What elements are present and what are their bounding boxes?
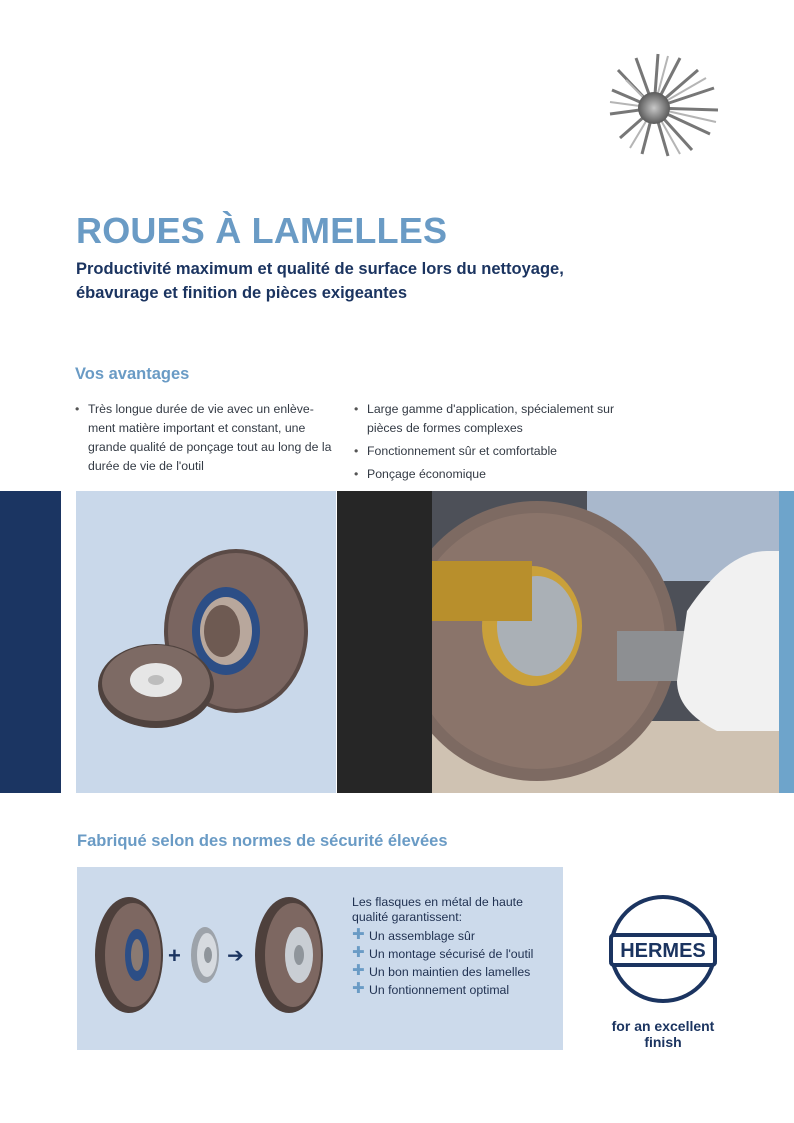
assembly-illustration	[93, 893, 343, 1023]
application-photo	[337, 491, 779, 793]
arrow-right-icon: ➔	[227, 943, 244, 967]
safety-item: ✚ Un assemblage sûr	[352, 926, 475, 943]
hermes-logo	[608, 894, 718, 1004]
decorative-band-left	[0, 491, 61, 793]
safety-item: ✚ Un fontionnement optimal	[352, 980, 510, 997]
advantage-item: • Ponçage économique	[354, 465, 624, 484]
brand-tagline: for an excellent finish	[611, 1018, 715, 1050]
product-photo	[76, 491, 336, 793]
safety-item: ✚ Un montage sécurisé de l'outil	[352, 944, 534, 961]
flap-wheel-top-image	[606, 50, 726, 160]
plus-icon: ✚	[352, 926, 365, 943]
page-title: ROUES À LAMELLES	[76, 210, 448, 251]
safety-heading: Fabriqué selon des normes de sécurité élevées	[77, 832, 448, 850]
plus-icon: +	[168, 943, 181, 968]
advantages-heading: Vos avantages	[75, 365, 190, 383]
plus-icon: ✚	[352, 944, 365, 961]
plus-icon: ✚	[352, 962, 365, 979]
safety-list	[352, 926, 552, 997]
safety-item: ✚ Un bon maintien des lamelles	[352, 962, 531, 979]
plus-icon: ✚	[352, 980, 365, 997]
svg-text:HERMES: HERMES	[620, 940, 706, 962]
advantage-item: • Large gamme d'application, spécialement sur pièces de formes complexes	[354, 400, 624, 438]
safety-panel	[77, 867, 563, 1050]
safety-intro: Les flasques en métal de haute qualité garantissent:	[352, 895, 523, 924]
page-subtitle: Productivité maximum et qualité de surface lors du nettoyage, ébavurage et finition de pièces exigeantes	[76, 260, 564, 302]
advantage-item: • Fonctionnement sûr et comfortable	[354, 442, 624, 461]
advantage-item: • Très longue durée de vie avec un enlève-ment matière important et constant, une grande qualité de ponçage tout au long de la durée de vie de l'outil	[75, 400, 335, 476]
decorative-band-right	[779, 491, 794, 793]
advantages-list-left	[75, 400, 335, 480]
safety-text	[352, 895, 552, 1001]
advantages-list-right	[354, 400, 624, 488]
